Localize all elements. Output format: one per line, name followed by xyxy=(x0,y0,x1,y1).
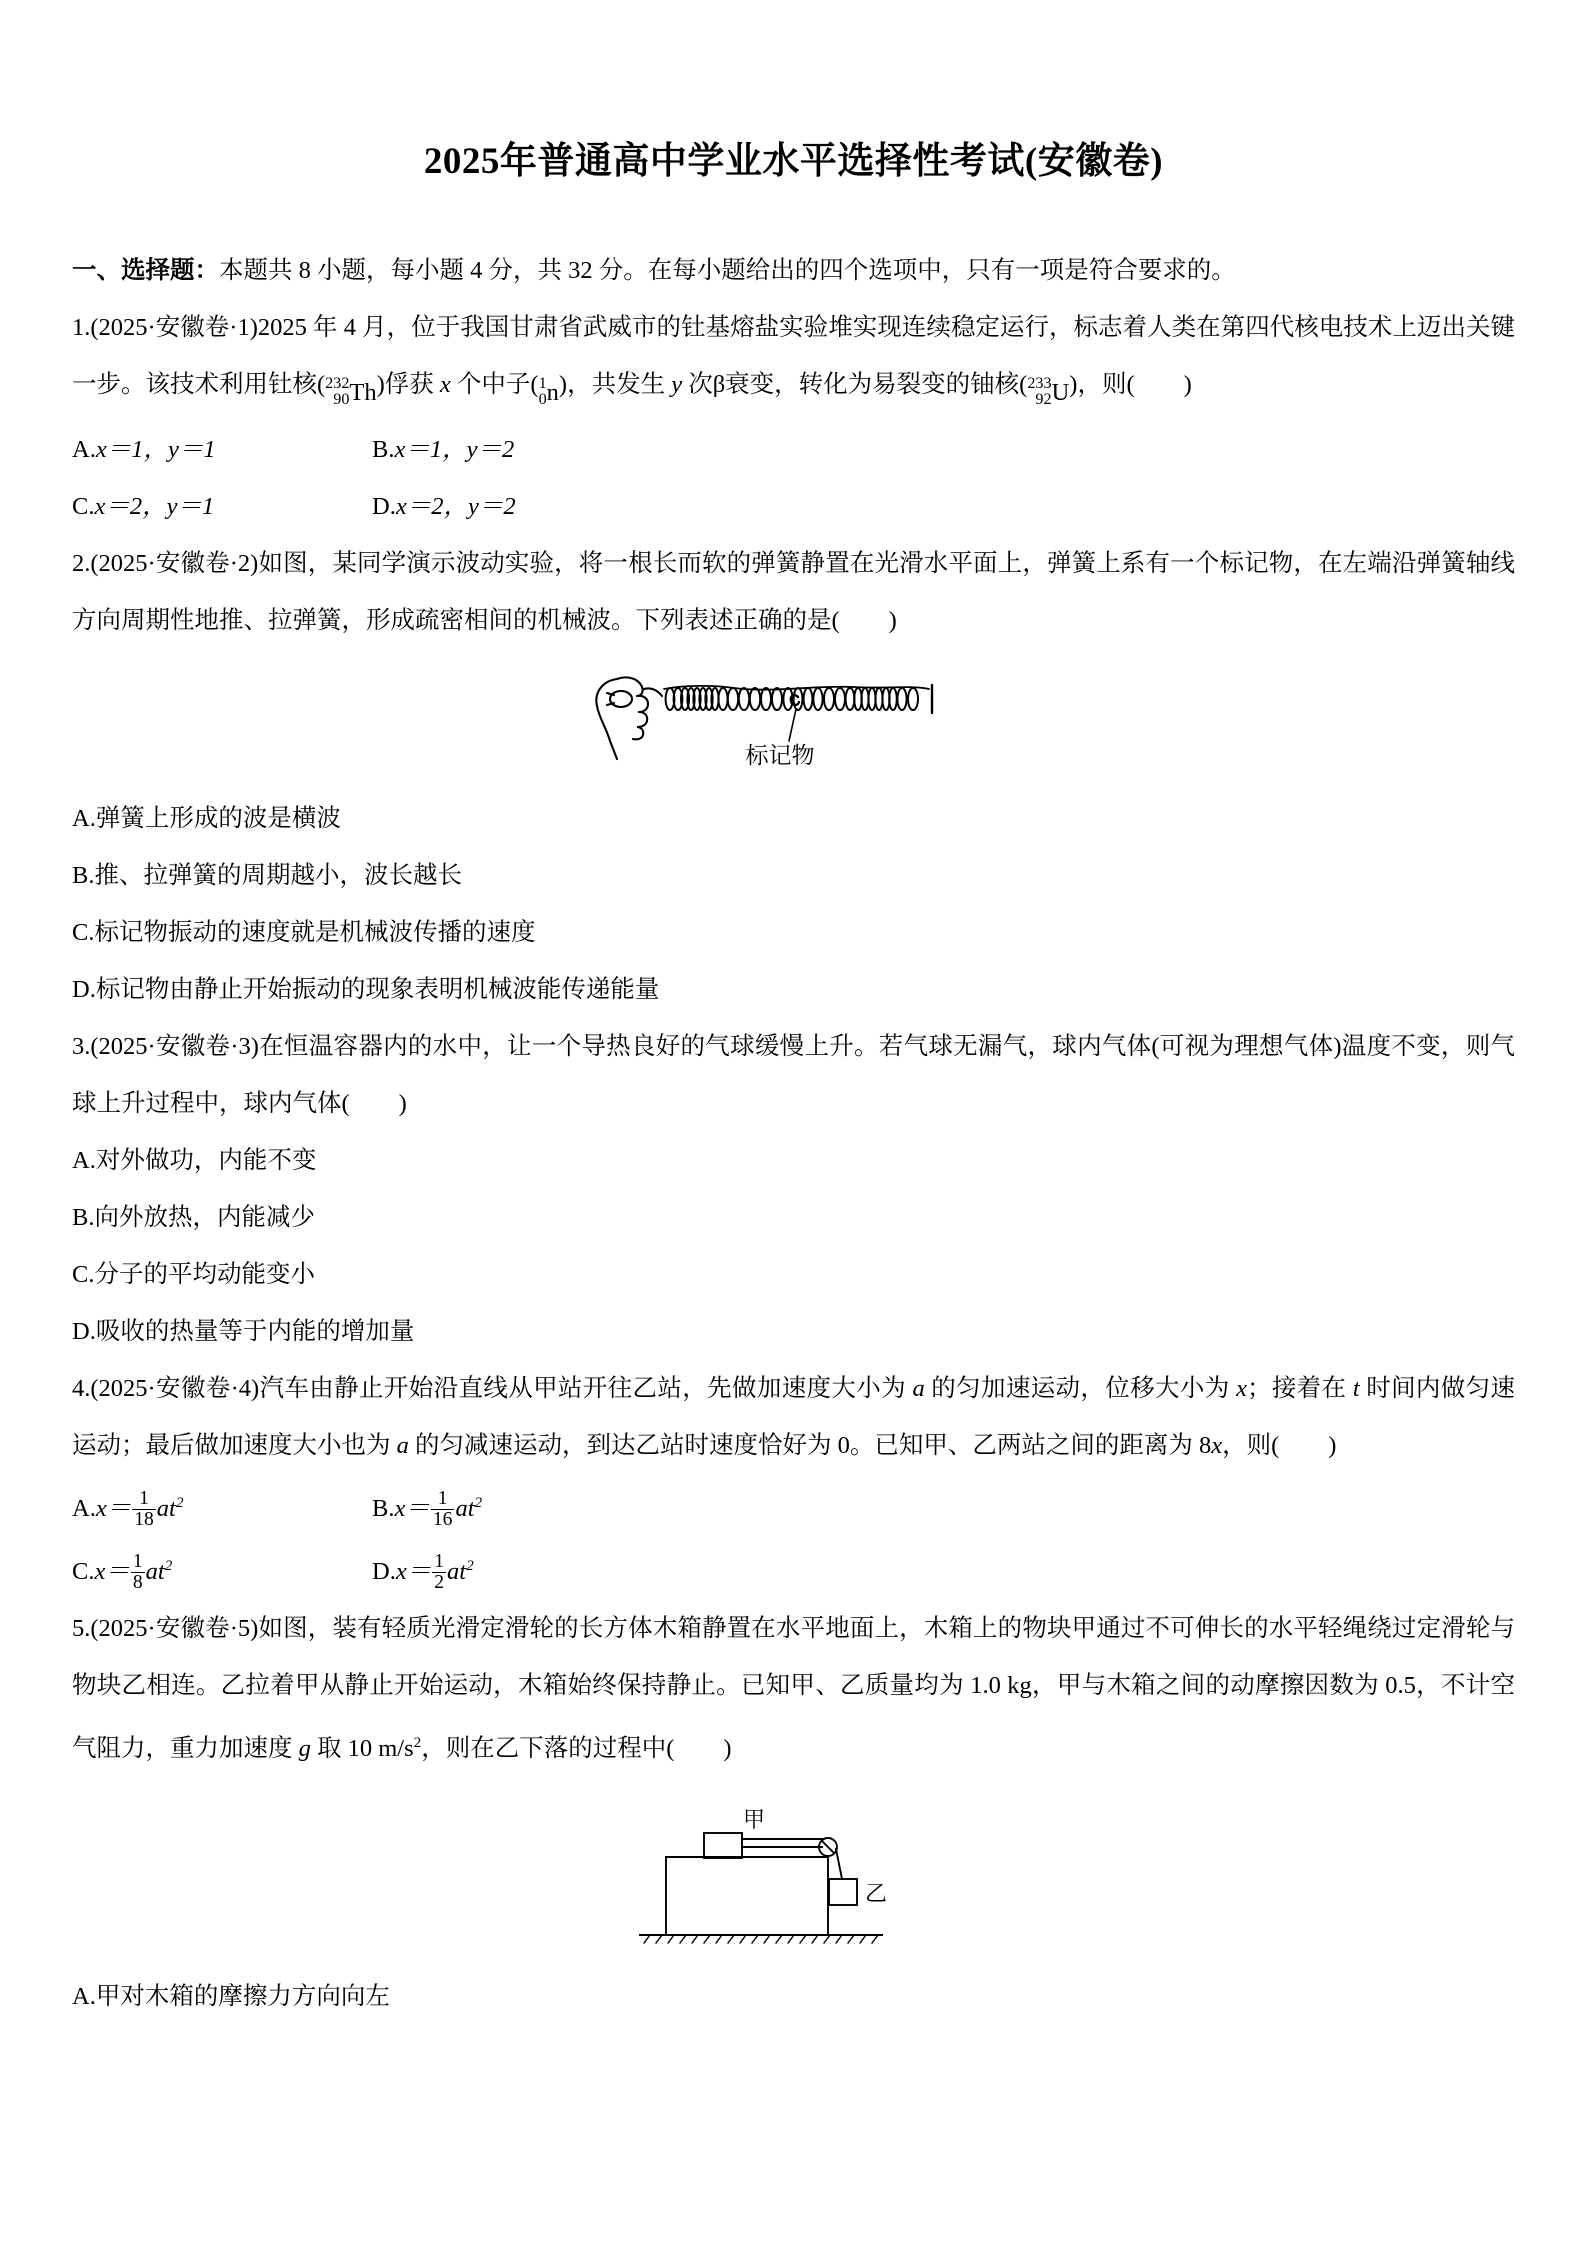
question-4-var-a: a xyxy=(912,1374,925,1402)
question-1-stem xyxy=(72,299,1515,420)
option-key: B. xyxy=(372,435,395,463)
question-2-source: 2.(2025·安徽卷·2) xyxy=(72,549,259,577)
option-key: C. xyxy=(72,1260,95,1288)
option-rhs: at xyxy=(455,1494,475,1522)
option-lhs: x＝ xyxy=(94,1557,130,1585)
question-4-stem xyxy=(72,1360,1515,1474)
fraction-1-16 xyxy=(431,1489,455,1531)
question-2-option-b[interactable] xyxy=(72,847,1515,904)
question-4-text-a: 汽车由静止开始沿直线从甲站开往乙站，先做加速度大小为 xyxy=(259,1374,913,1402)
question-4-text-f: ，则( ) xyxy=(1222,1431,1337,1459)
nuclide-uranium-symbol: U xyxy=(1051,378,1070,406)
box-pulley-figure xyxy=(72,1777,1515,1968)
spring-wave-illustration xyxy=(584,649,1004,769)
question-4-var-t: t xyxy=(1352,1374,1360,1402)
option-key: D. xyxy=(72,975,96,1003)
option-text: x＝2，y＝2 xyxy=(395,492,516,520)
option-key: C. xyxy=(72,492,95,520)
question-1-options-row-1 xyxy=(72,421,1515,478)
question-4-option-c[interactable] xyxy=(72,1537,372,1600)
question-3-option-a[interactable] xyxy=(72,1132,1515,1189)
nuclide-thorium-symbol: Th xyxy=(349,378,377,406)
fraction-numerator: 1 xyxy=(437,1487,448,1509)
option-lhs: x＝ xyxy=(395,1557,432,1585)
question-1-options-row-2 xyxy=(72,478,1515,535)
option-rhs: at xyxy=(156,1494,176,1522)
option-text: 向外放热，内能减少 xyxy=(94,1203,315,1231)
option-lhs: x＝ xyxy=(95,1494,132,1522)
fraction-1-18 xyxy=(132,1489,156,1531)
option-text: x＝2，y＝1 xyxy=(94,492,215,520)
option-key: B. xyxy=(372,1494,395,1522)
option-text: 对外做功，内能不变 xyxy=(95,1146,317,1174)
nuclide-neutron-atomic: 0 xyxy=(538,391,547,409)
nuclide-thorium xyxy=(325,362,376,421)
nuclide-neutron xyxy=(539,362,559,421)
section-header xyxy=(72,242,1515,299)
option-key: B. xyxy=(72,1203,95,1231)
question-3-option-d[interactable] xyxy=(72,1303,1515,1360)
fraction-denominator: 18 xyxy=(134,1509,154,1531)
question-4-source: 4.(2025·安徽卷·4) xyxy=(72,1374,260,1402)
option-key: C. xyxy=(72,1557,95,1585)
question-2-stem xyxy=(72,535,1515,649)
question-4-option-b[interactable] xyxy=(372,1487,483,1531)
option-exponent: 2 xyxy=(175,1493,184,1511)
spring-wave-figure xyxy=(72,649,1515,790)
option-key: D. xyxy=(72,1317,96,1345)
spring-figure-caption: 标记物 xyxy=(745,742,814,768)
option-text: 甲对木箱的摩擦力方向向左 xyxy=(95,1983,390,2011)
question-4-option-d[interactable] xyxy=(372,1550,474,1594)
question-3-source: 3.(2025·安徽卷·3) xyxy=(72,1032,259,1060)
question-1-var-y: y xyxy=(671,371,683,399)
fraction-denominator: 8 xyxy=(132,1572,143,1594)
fraction-denominator: 16 xyxy=(432,1509,453,1531)
question-4-options-row-2 xyxy=(72,1537,1515,1600)
option-exponent: 2 xyxy=(466,1556,474,1574)
option-key: A. xyxy=(72,804,96,832)
fraction-numerator: 1 xyxy=(434,1550,444,1572)
question-5-stem xyxy=(72,1600,1515,1777)
question-1-option-b[interactable] xyxy=(372,436,514,463)
option-exponent: 2 xyxy=(474,1493,483,1511)
question-4-option-a[interactable] xyxy=(72,1474,372,1537)
question-1-option-a[interactable] xyxy=(72,421,372,478)
question-5-var-g: g xyxy=(298,1735,311,1763)
question-1-option-d[interactable] xyxy=(372,493,516,520)
question-2-option-d[interactable] xyxy=(72,961,1515,1018)
question-2-option-c[interactable] xyxy=(72,904,1515,961)
question-5-text-c: ，则在乙下落的过程中( ) xyxy=(421,1735,732,1763)
option-text: 分子的平均动能变小 xyxy=(94,1260,315,1288)
option-text: x＝1，y＝1 xyxy=(95,435,216,463)
option-key: D. xyxy=(372,1557,396,1585)
question-4-var-x: x xyxy=(1236,1374,1247,1402)
section-instructions: 本题共 8 小题，每小题 4 分，共 32 分。在每小题给出的四个选项中，只有一项是符合要求的。 xyxy=(219,257,1236,285)
option-rhs: at xyxy=(145,1557,165,1585)
option-key: D. xyxy=(372,492,396,520)
box-pulley-illustration xyxy=(614,1777,974,1947)
question-5-source: 5.(2025·安徽卷·5) xyxy=(72,1614,259,1642)
question-4-text-e: 的匀减速运动，到达乙站时速度恰好为 0。已知甲、乙两站之间的距离为 8 xyxy=(408,1431,1212,1459)
nuclide-thorium-mass: 232 xyxy=(325,374,350,392)
option-key: A. xyxy=(72,435,96,463)
question-4-text-c: ；接着在 xyxy=(1246,1374,1353,1402)
question-5-option-a[interactable] xyxy=(72,1968,1515,2025)
question-1-text-e: 次β衰变，转化为易裂变的铀核( xyxy=(682,371,1028,399)
option-key: A. xyxy=(72,1983,96,2011)
figure-label-yi: 乙 xyxy=(864,1881,887,1907)
fraction-numerator: 1 xyxy=(139,1487,149,1509)
question-4-text-b: 的匀加速运动，位移大小为 xyxy=(924,1374,1237,1402)
fraction-numerator: 1 xyxy=(132,1550,143,1572)
question-2-text: 如图，某同学演示波动实验，将一根长而软的弹簧静置在光滑水平面上，弹簧上系有一个标记物，在左端沿弹簧轴线方向周期性地推、拉弹簧，形成疏密相间的机械波。下列表述正确的是( ) xyxy=(72,549,1515,634)
fraction-1-8 xyxy=(131,1552,145,1594)
question-4-var-x2: x xyxy=(1211,1431,1223,1459)
question-3-option-b[interactable] xyxy=(72,1189,1515,1246)
option-text: 推、拉弹簧的周期越小，波长越长 xyxy=(94,861,462,889)
page-title: 2025年普通高中学业水平选择性考试(安徽卷) xyxy=(423,141,1164,182)
figure-label-jia: 甲 xyxy=(742,1807,765,1833)
option-key: C. xyxy=(72,918,95,946)
question-5-text-b: 取 10 m/s xyxy=(310,1735,414,1763)
question-4-var-a2: a xyxy=(396,1431,409,1459)
document-body xyxy=(72,242,1515,2025)
option-exponent: 2 xyxy=(164,1556,173,1574)
nuclide-thorium-atomic: 90 xyxy=(333,391,350,409)
option-text: 吸收的热量等于内能的增加量 xyxy=(95,1317,415,1345)
nuclide-neutron-mass: 1 xyxy=(538,374,547,392)
question-1-option-c[interactable] xyxy=(72,478,372,535)
nuclide-neutron-symbol: n xyxy=(546,378,559,406)
option-key: A. xyxy=(72,1494,96,1522)
question-4-text-d: 时间内做匀速运动；最后做加速度大小也为 xyxy=(72,1374,1516,1459)
nuclide-uranium xyxy=(1027,362,1069,421)
fraction-1-2 xyxy=(432,1552,446,1594)
option-key: A. xyxy=(72,1146,96,1174)
question-4-options-row-1 xyxy=(72,1474,1515,1537)
question-1-text-f: )，则( ) xyxy=(1069,371,1192,399)
question-1-var-x: x xyxy=(439,371,451,399)
question-5-exponent: 2 xyxy=(413,1733,422,1751)
option-text: 标记物由静止开始振动的现象表明机械波能传递能量 xyxy=(95,975,660,1003)
question-3-option-c[interactable] xyxy=(72,1246,1515,1303)
nuclide-uranium-mass: 233 xyxy=(1027,374,1052,392)
option-lhs: x＝ xyxy=(394,1494,430,1522)
option-key: B. xyxy=(72,861,95,889)
question-3-text: 在恒温容器内的水中，让一个导热良好的气球缓慢上升。若气球无漏气，球内气体(可视为理想气体)温度不变，则气球上升过程中，球内气体( ) xyxy=(72,1032,1516,1117)
section-label: 一、选择题： xyxy=(72,257,219,285)
question-1-text-d: )，共发生 xyxy=(558,371,672,399)
fraction-denominator: 2 xyxy=(434,1572,444,1594)
option-text: 弹簧上形成的波是横波 xyxy=(95,804,341,832)
option-rhs: at xyxy=(447,1557,467,1585)
question-1-text-b: )俘获 xyxy=(376,371,440,399)
option-text: 标记物振动的速度就是机械波传播的速度 xyxy=(94,918,536,946)
question-1-text-c: 个中子( xyxy=(450,371,539,399)
question-1-text-a: 2025 年 4 月，位于我国甘肃省武威市的钍基熔盐实验堆实现连续稳定运行，标志着人类在第四代核电技术上迈出关键一步。该技术利用钍核( xyxy=(72,314,1516,399)
question-3-stem xyxy=(72,1018,1515,1132)
option-text: x＝1，y＝2 xyxy=(394,435,515,463)
question-1-source: 1.(2025·安徽卷·1) xyxy=(72,314,258,342)
question-5-text-a: 如图，装有轻质光滑定滑轮的长方体木箱静置在水平地面上，木箱上的物块甲通过不可伸长的水平轻绳绕过定滑轮与物块乙相连。乙拉着甲从静止开始运动，木箱始终保持静止。已知甲、乙质量均为 1.0 kg，甲与木箱之间的动摩擦因数为 0.5，不计空气阻力，重力加速度 xyxy=(72,1614,1515,1763)
nuclide-uranium-atomic: 92 xyxy=(1035,391,1052,409)
question-2-option-a[interactable] xyxy=(72,790,1515,847)
